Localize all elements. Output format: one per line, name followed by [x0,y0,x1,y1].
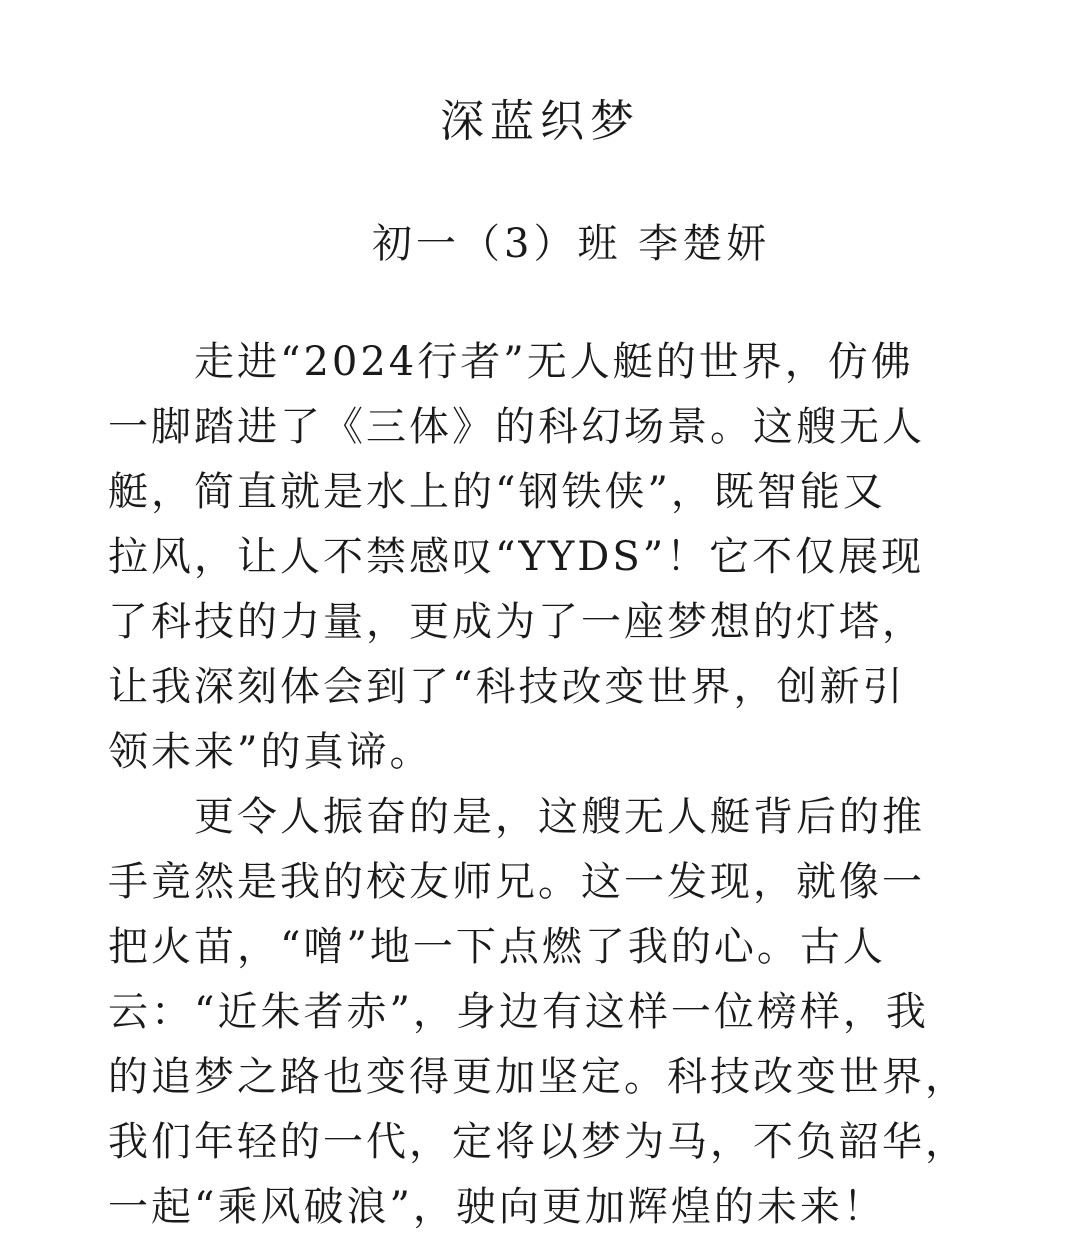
essay-title: 深蓝织梦 [440,96,640,147]
text-line: 一脚踏进了《三体》的科幻场景。这艘无人 [108,404,925,450]
text-line: 把火苗，“噌”地一下点燃了我的心。古人 [108,924,886,970]
text-line: 手竟然是我的校友师兄。这一发现，就像一 [108,859,925,905]
text-line: 云：“近朱者赤”，身边有这样一位榜样，我 [108,989,929,1035]
text-line: 一起“乘风破浪”，驶向更加辉煌的未来！ [108,1184,886,1230]
text-line: 更令人振奋的是，这艘无人艇背后的推 [108,794,925,840]
text-line: 艇，简直就是水上的“钢铁侠”，既智能又 [108,469,886,515]
text-line: 了科技的力量，更成为了一座梦想的灯塔， [108,599,925,645]
author-line: 初一（3）班 李楚妍 [372,221,771,267]
text-line: 的追梦之路也变得更加坚定。科技改变世界， [108,1054,968,1100]
text-line: 我们年轻的一代，定将以梦为马，不负韶华， [108,1119,968,1165]
essay-body [108,330,968,1240]
text-line: 让我深刻体会到了“科技改变世界，创新引 [108,664,906,710]
text-line: 拉风，让人不禁感叹“YYDS”！它不仅展现 [108,534,925,580]
text-line: 领未来”的真谛。 [108,729,433,775]
text-line: 走进“2024行者”无人艇的世界，仿佛 [108,339,914,385]
